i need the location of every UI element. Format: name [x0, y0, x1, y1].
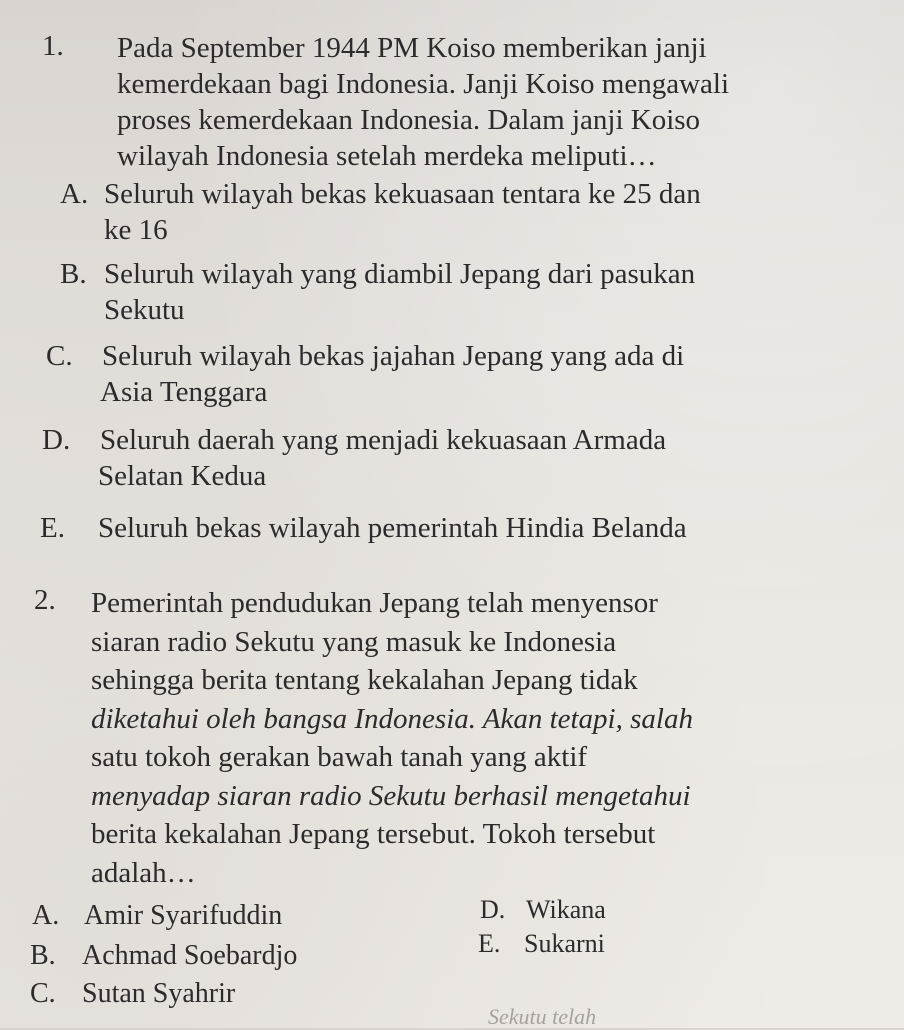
option-text: Achmad Soebardjo — [82, 940, 298, 971]
option-b — [30, 938, 297, 974]
stem-line: proses kemerdekaan Indonesia. Dalam janji Koiso — [117, 104, 701, 136]
stem-line: satu tokoh gerakan bawah tanah yang aktif — [91, 741, 588, 773]
stem-line: adalah… — [91, 856, 196, 889]
option-d — [480, 892, 606, 928]
option-text: Seluruh wilayah bekas kekuasaan tentara ke 25 dan — [104, 178, 701, 210]
option-a — [32, 898, 282, 934]
option-d — [42, 422, 666, 494]
option-letter: A. — [60, 178, 89, 210]
question-stem — [117, 30, 729, 174]
stem-line: Pemerintah pendudukan Jepang telah menyensor — [91, 587, 658, 619]
option-text: Wikana — [526, 895, 606, 924]
option-letter: E. — [40, 512, 65, 544]
option-text: Sutan Syahrir — [82, 978, 236, 1009]
stem-line: berita kekalahan Jepang tersebut. Tokoh tersebut — [91, 818, 656, 850]
option-text: Amir Syarifuddin — [84, 900, 283, 931]
option-letter: C. — [30, 978, 56, 1009]
question-stem — [91, 584, 693, 892]
option-text: Seluruh wilayah yang diambil Jepang dari pasukan — [104, 258, 696, 290]
stem-line: Pada September 1944 PM Koiso memberikan janji — [117, 32, 707, 64]
option-text: Sukarni — [524, 929, 605, 958]
question-number: 2. — [34, 584, 56, 616]
option-c — [30, 976, 235, 1012]
option-a — [60, 176, 701, 248]
stem-line: wilayah Indonesia setelah merdeka meliputi… — [117, 140, 657, 172]
stem-line: sehingga berita tentang kekalahan Jepang tidak — [91, 664, 638, 696]
option-e — [478, 926, 605, 962]
stem-line: kemerdekaan bagi Indonesia. Janji Koiso mengawali — [117, 68, 730, 100]
option-letter: A. — [32, 900, 60, 931]
stem-line: menyadap siaran radio Sekutu berhasil mengetahui — [91, 779, 691, 812]
option-text: Sekutu — [104, 294, 185, 326]
option-text: ke 16 — [104, 214, 168, 246]
option-c — [46, 338, 684, 410]
option-letter: D. — [480, 895, 506, 924]
option-text: Seluruh daerah yang menjadi kekuasaan Armada — [100, 424, 667, 456]
option-b — [60, 256, 695, 328]
option-letter: C. — [46, 340, 73, 372]
option-letter: B. — [60, 258, 87, 290]
cut-off-text-fragment: Sekutu telah — [488, 1004, 597, 1029]
option-e — [40, 510, 687, 546]
stem-line: siaran radio Sekutu yang masuk ke Indonesia — [91, 625, 617, 658]
option-text: Seluruh wilayah bekas jajahan Jepang yang ada di — [102, 340, 685, 372]
option-letter: E. — [478, 929, 501, 958]
option-letter: D. — [42, 424, 71, 456]
option-text: Asia Tenggara — [100, 376, 268, 408]
question-number: 1. — [42, 30, 64, 62]
option-text: Selatan Kedua — [98, 460, 267, 492]
option-letter: B. — [30, 940, 56, 971]
option-text: Seluruh bekas wilayah pemerintah Hindia Belanda — [98, 512, 687, 544]
stem-line: diketahui oleh bangsa Indonesia. Akan tetapi, salah — [91, 702, 693, 735]
